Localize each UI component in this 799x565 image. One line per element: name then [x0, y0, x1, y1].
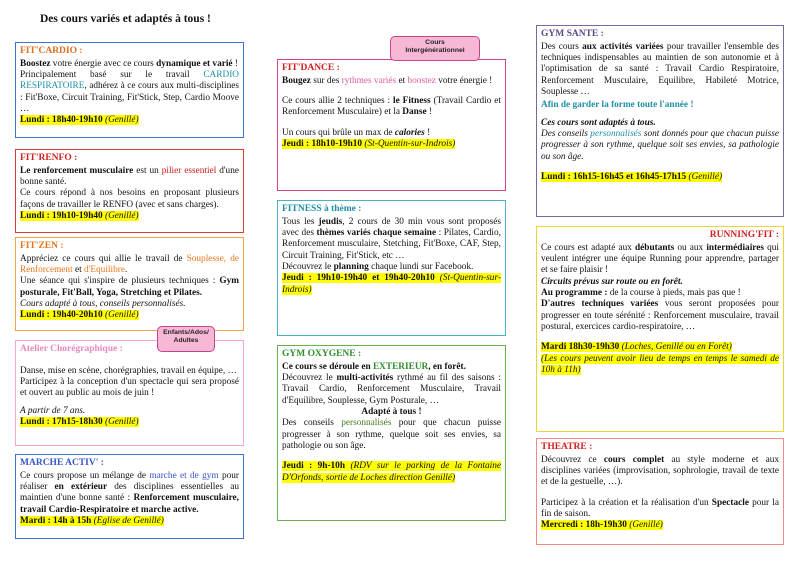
fitrenfo-intro: Le renforcement musculaire est un pilier essentiel d'une bonne santé.	[20, 165, 239, 187]
fitrenfo-title: FIT'RENFO :	[20, 153, 78, 163]
page-title: Des cours variés et adaptés à tous !	[40, 13, 211, 25]
gymsante-motto: Afin de garder la forme toute l'année !	[541, 100, 694, 111]
marche-title: MARCHE ACTIV' :	[20, 458, 104, 468]
fitzen-note: Cours adapté à tous, conseils personnalisés.	[20, 298, 186, 309]
atelier-project: Participez à la conception d'un spectacle qui sera proposé et ouvert au public au mois de juin !	[20, 376, 239, 399]
gymsante-title: GYM SANTE :	[541, 29, 604, 39]
gymsante-desc: Des cours aux activités variées pour travailler l'ensemble des techniques indispensables au maintien de son autonomie et à l'optimisation de sa santé : Travail Cardio Respiratoire, Renforcement Musculaire, Equilibre, Habileté Motrice, Souplesse …	[541, 41, 779, 97]
atelier-schedule: Lundi : 17h15-18h30 (Genillé)	[20, 416, 139, 427]
gymsante-card	[536, 25, 784, 217]
gymoxy-desc: Découvrez le multi-activités rythmé au fil des saisons : Travail Cardio, Renforcement Musculaire, Travail d'Equilibre, Souplesse, Gym Posturale, …	[282, 372, 502, 406]
theatre-schedule: Mercredi : 18h-19h30 (Genillé)	[541, 520, 663, 531]
fitzen-title: FIT'ZEN :	[20, 241, 64, 251]
atelier-age: A partir de 7 ans.	[20, 405, 86, 416]
fitrenfo-desc: Ce cours répond à nos besoins en proposant plusieurs façons de travailler le RENFO (avec et sans charges).	[20, 188, 239, 210]
running-card	[536, 226, 784, 432]
fitcardio-card	[15, 42, 244, 138]
running-techniques: D'autres techniques variées vous seront proposées pour progresser en toute sérénité : Renforcement musculaire, travail postural, exercices cardio-respiratoire, …	[541, 299, 779, 332]
running-note: (Les cours peuvent avoir lieu de temps en temps le samedi de 10h à 11h)	[541, 353, 779, 375]
fitzen-card	[15, 237, 244, 331]
fitrenfo-card	[15, 149, 244, 233]
fitness-card	[277, 200, 506, 336]
gymoxy-title: GYM OXYGENE :	[282, 349, 362, 359]
fitzen-desc: Une séance qui s'inspire de plusieurs techniques : Gym posturale, Fit'Ball, Yoga, Stretching et Pilates.	[20, 276, 239, 298]
fitzen-intro: Appréciez ce cours qui allie le travail de Souplesse, de Renforcement et d'Equilibre.	[20, 253, 239, 275]
gymoxy-card	[277, 345, 506, 521]
enfants-tag: Enfants/Ados/ Adultes	[157, 326, 215, 352]
running-schedule: Mardi 18h30-19h30 (Loches, Genillé ou en Forêt)	[541, 342, 732, 353]
fitness-schedule: Jeudi : 19h10-19h40 et 19h40-20h10 (St-Quentin-sur-Indrois)	[282, 273, 501, 295]
marche-card	[15, 454, 244, 539]
gymsante-adapted: Ces cours sont adaptés à tous.	[541, 117, 656, 128]
atelier-card	[15, 340, 244, 446]
running-title: RUNNING'FIT :	[709, 230, 779, 240]
fitzen-schedule: Lundi : 19h40-20h10 (Genillé)	[20, 310, 139, 321]
running-circuits: Circuits prévus sur route ou en forêt.	[541, 276, 683, 287]
intergen-tag: Cours Intergénérationnel	[390, 36, 480, 61]
marche-desc: Ce cours propose un mélange de marche et de gym pour réaliser en extérieur des disciplines essentielles au maintien d'une bonne santé : Renforcement musculaire, travail Cardio-Respiratoire et marche active.	[20, 470, 240, 515]
fitcardio-schedule: Lundi : 18h40-19h10 (Genillé)	[20, 115, 139, 126]
theatre-card	[536, 438, 784, 545]
atelier-title: Atelier Chorégraphique :	[20, 344, 123, 354]
marche-schedule: Mardi : 14h à 15h (Eglise de Genillé)	[20, 515, 164, 526]
atelier-desc: Danse, mise en scène, chorégraphies, travail en équipe, …	[20, 365, 237, 376]
fitness-planning: Découvrez le planning chaque lundi sur Facebook.	[282, 261, 474, 272]
fitrenfo-schedule: Lundi : 19h10-19h40 (Genillé)	[20, 210, 139, 221]
theatre-desc: Découvrez ce cours complet au style moderne et aux disciplines variées (improvisation, sophrologie, travail de texte et de la gestuelle, …).	[541, 454, 779, 488]
fitcardio-title: FIT'CARDIO :	[20, 46, 83, 56]
fitdance-calories: Un cours qui brûle un max de calories !	[282, 127, 431, 138]
fitdance-title: FIT'DANCE :	[282, 63, 340, 73]
running-program: Au programme : de la course à pieds, mais pas que !	[541, 287, 741, 298]
gymsante-schedule: Lundi : 16h15-16h45 et 16h45-17h15 (Genillé)	[541, 171, 723, 182]
fitdance-intro: Bougez sur des rythmes variés et boostez votre énergie !	[282, 75, 493, 86]
gymoxy-adapted: Adapté à tous !	[361, 406, 422, 417]
fitcardio-intro: Boostez votre énergie avec ce cours dynamique et varié !	[20, 58, 238, 69]
gymoxy-intro: Ce cours se déroule en EXTERIEUR, en forêt.	[282, 361, 466, 372]
running-intro: Ce cours est adapté aux débutants ou aux intermédiaires qui veulent intégrer une équipe Running pour apprendre, partager et se faire plaisir !	[541, 242, 779, 276]
fitness-title: FITNESS à thème :	[282, 204, 362, 214]
fitdance-card	[277, 59, 506, 191]
fitdance-desc: Ce cours allie 2 techniques : le Fitness (Travail Cardio et Renforcement Musculaire) et la Danse !	[282, 95, 501, 118]
gymsante-advice: Des conseils personnalisés sont donnés pour que chacun puisse progresser à son rythme, quelque soit ses envies, sa pathologie ou son âge.	[541, 128, 779, 162]
fitdance-schedule: Jeudi : 18h10-19h10 (St-Quentin-sur-Indrois)	[282, 138, 456, 149]
fitness-desc: Tous les jeudis, 2 cours de 30 min vous sont proposés avec des thèmes variés chaque semaine : Pilates, Cardio, Renforcement musculaire, Stetching, Fit'Boxe, CAF, Step, Circuit Training, Fit'Stick, etc …	[282, 216, 501, 261]
theatre-show: Participez à la création et la réalisation d'un Spectacle pour la fin de saison.	[541, 497, 779, 519]
theatre-title: THEATRE :	[541, 442, 593, 452]
gymoxy-advice: Des conseils personnalisés pour que chacun puisse progresser à son rythme, quelque soit ses envies, sa pathologie ou son âge.	[282, 418, 501, 451]
gymoxy-schedule: Jeudi : 9h-10h (RDV sur le parking de la Fontaine D'Orfonds, sortie de Loches direction Genillé)	[282, 461, 502, 483]
fitcardio-desc: Principalement basé sur le travail CARDIO RESPIRATOIRE, adhérez à ce cours aux multi-disciplines : Fit'Boxe, Circuit Training, Fit'Stick, Step, Cardio Moove …	[20, 69, 239, 114]
